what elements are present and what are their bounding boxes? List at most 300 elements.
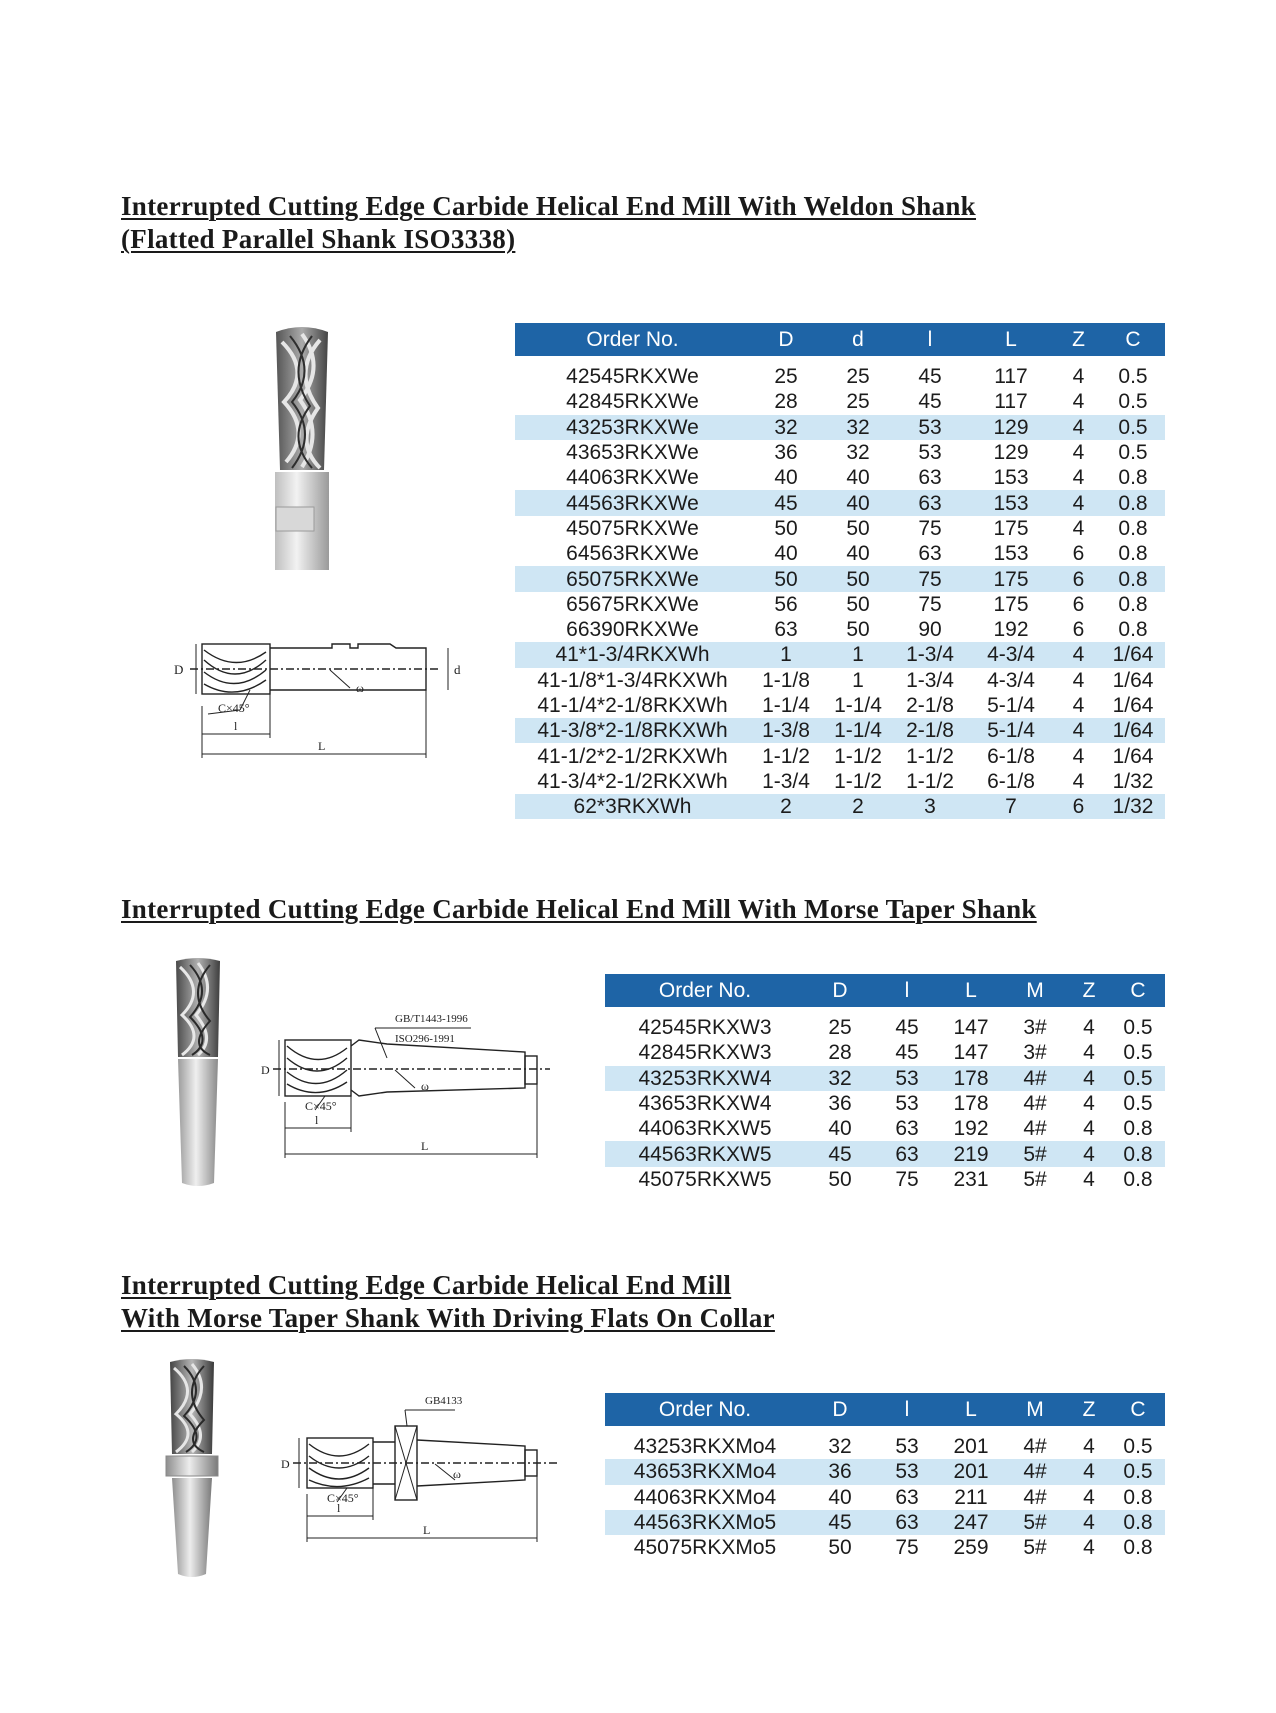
spec-cell: 0.8 <box>1118 592 1148 616</box>
spec-cell: 201 <box>939 1459 1003 1484</box>
table-row <box>605 1167 1165 1192</box>
spec-cell: 45 <box>895 1041 919 1065</box>
table-row <box>515 364 1165 389</box>
spec-cell: 63 <box>895 1117 919 1141</box>
spec-cell: 0.8 <box>1123 1117 1153 1141</box>
section-1-title-line-1: Interrupted Cutting Edge Carbide Helical End Mill With Weldon Shank <box>121 191 977 221</box>
spec-cell: 3 <box>894 794 966 819</box>
morse-taper-drawing <box>255 1000 555 1170</box>
driving-flats-drawing <box>255 1380 565 1550</box>
spec-cell: 0.5 <box>1123 1016 1153 1040</box>
table-header-row <box>515 323 1165 356</box>
spec-cell: 1-3/4 <box>762 769 810 793</box>
spec-cell: 53 <box>918 441 942 465</box>
table-row <box>515 668 1165 693</box>
table-header-row <box>605 974 1165 1007</box>
spec-cell: 2 <box>750 794 822 819</box>
spec-cell: 1-1/2 <box>834 744 882 768</box>
spec-cell: 247 <box>939 1510 1003 1535</box>
spec-cell: 63 <box>894 490 966 515</box>
table-row <box>605 1510 1165 1535</box>
spec-cell: 40 <box>828 1485 852 1509</box>
spec-cell: 1-1/2 <box>762 744 810 768</box>
driving-flats-spec-table <box>605 1393 1165 1560</box>
spec-cell: 50 <box>828 1536 852 1560</box>
col-header-L: L <box>966 323 1056 356</box>
spec-cell: 45 <box>918 365 942 389</box>
spec-cell: 36 <box>774 441 798 465</box>
spec-cell: 0.5 <box>1118 365 1148 389</box>
table-row <box>605 1116 1165 1141</box>
table-row <box>515 592 1165 617</box>
table-spacer-cell <box>605 1426 1165 1434</box>
collar-drawing-label-l: l <box>337 1501 341 1515</box>
table-row <box>515 794 1165 819</box>
order-no-cell: 43653RKXW4 <box>638 1092 772 1116</box>
spec-cell: 4# <box>1023 1092 1047 1116</box>
col-header-D: D <box>750 323 822 356</box>
spec-cell: 4 <box>1072 365 1085 389</box>
spec-cell: 1-1/4 <box>834 694 882 717</box>
spec-cell: 40 <box>846 466 870 490</box>
spec-cell: 4 <box>1072 744 1085 768</box>
spec-cell: 4 <box>1072 694 1085 717</box>
spec-cell: 40 <box>774 542 798 566</box>
spec-cell: 4 <box>1072 668 1085 692</box>
spec-cell: 63 <box>875 1510 939 1535</box>
spec-cell: 129 <box>966 415 1056 440</box>
weldon-drawing-label-l: l <box>234 719 238 733</box>
table-row <box>605 1091 1165 1116</box>
spec-cell: 28 <box>774 390 798 414</box>
spec-cell: 259 <box>953 1536 989 1560</box>
order-no-cell: 41-1/8*1-3/4RKXWh <box>537 668 728 692</box>
spec-cell: 5# <box>1023 1536 1047 1560</box>
col-header-Z: Z <box>1067 1393 1111 1426</box>
spec-cell: 56 <box>774 592 798 616</box>
spec-cell: 1-1/4 <box>822 718 894 743</box>
spec-cell: 178 <box>953 1092 989 1116</box>
spec-cell: 25 <box>828 1016 852 1040</box>
spec-cell: 0.8 <box>1118 542 1148 566</box>
spec-cell: 1-1/2 <box>834 769 882 793</box>
section-3-title-line-2: With Morse Taper Shank With Driving Flats On Collar <box>121 1303 775 1333</box>
order-no-cell: 62*3RKXWh <box>515 794 750 819</box>
table-row <box>515 541 1165 566</box>
order-no-cell: 43653RKXMo4 <box>605 1459 805 1484</box>
table-spacer-cell <box>515 356 1165 364</box>
order-no-cell: 43253RKXWe <box>515 415 750 440</box>
order-no-cell: 43653RKXWe <box>566 441 699 465</box>
collar-drawing-label-omega: ω <box>453 1467 461 1481</box>
spec-cell: 53 <box>895 1435 919 1459</box>
table-spacer-row <box>605 1426 1165 1434</box>
order-no-cell: 44063RKXW5 <box>638 1117 772 1141</box>
spec-cell: 153 <box>966 490 1056 515</box>
spec-cell: 6 <box>1072 592 1085 616</box>
collar-table-body <box>605 1426 1165 1560</box>
spec-cell: 1/64 <box>1112 744 1154 768</box>
morse-drawing-label-omega: ω <box>421 1079 429 1093</box>
spec-cell: 40 <box>846 542 870 566</box>
spec-cell: 32 <box>828 1435 852 1459</box>
spec-cell: 4# <box>1003 1066 1067 1091</box>
spec-cell: 0.8 <box>1118 618 1148 642</box>
table-row <box>515 490 1165 515</box>
spec-cell: 0.8 <box>1123 1485 1153 1509</box>
spec-cell: 32 <box>822 415 894 440</box>
spec-cell: 3# <box>1023 1016 1047 1040</box>
spec-cell: 4 <box>1056 718 1101 743</box>
table-row <box>605 1485 1165 1510</box>
spec-cell: 4 <box>1067 1141 1111 1166</box>
spec-cell: 4 <box>1083 1092 1095 1116</box>
spec-cell: 75 <box>895 1167 919 1191</box>
order-no-cell: 42545RKXW3 <box>638 1016 772 1040</box>
spec-cell: 1-1/8 <box>762 668 810 692</box>
col-header-D: D <box>805 974 875 1007</box>
weldon-spec-table <box>515 323 1165 819</box>
spec-cell: 0.8 <box>1111 1141 1165 1166</box>
col-header-d: d <box>822 323 894 356</box>
spec-cell: 1-3/4 <box>894 642 966 667</box>
spec-cell: 0.5 <box>1111 1066 1165 1091</box>
weldon-drawing-label-D: D <box>174 662 184 677</box>
spec-cell: 1-1/2 <box>906 744 954 768</box>
spec-cell: 36 <box>828 1092 852 1116</box>
table-row <box>605 1141 1165 1166</box>
spec-cell: 1/64 <box>1112 694 1154 717</box>
morse-taper-spec-table <box>605 974 1165 1192</box>
end-mill-driving-flats-photo <box>160 1358 224 1580</box>
spec-cell: 1-1/4 <box>762 694 810 717</box>
spec-cell: 0.8 <box>1101 566 1165 591</box>
order-no-cell: 66390RKXWe <box>566 618 699 642</box>
spec-cell: 1/64 <box>1101 718 1165 743</box>
spec-cell: 1/32 <box>1101 794 1165 819</box>
spec-cell: 45 <box>895 1016 919 1040</box>
section-2-title <box>121 893 1037 926</box>
spec-cell: 53 <box>875 1459 939 1484</box>
collar-drawing-label-L: L <box>423 1523 431 1537</box>
order-no-cell: 41-1/2*2-1/2RKXWh <box>537 744 728 768</box>
order-no-cell: 43253RKXW4 <box>605 1066 805 1091</box>
spec-cell: 4 <box>1072 516 1085 540</box>
spec-cell: 75 <box>894 566 966 591</box>
col-header-Z: Z <box>1067 974 1111 1007</box>
table-row <box>515 440 1165 465</box>
table-row <box>515 415 1165 440</box>
spec-cell: 75 <box>918 516 942 540</box>
spec-cell: 6-1/8 <box>987 769 1035 793</box>
col-header-order-no: Order No. <box>605 974 805 1007</box>
spec-cell: 153 <box>993 466 1029 490</box>
table-row <box>515 718 1165 743</box>
table-row <box>605 1459 1165 1484</box>
order-no-cell: 44063RKXWe <box>566 466 699 490</box>
spec-cell: 6 <box>1072 618 1085 642</box>
spec-cell: 25 <box>774 365 798 389</box>
section-2-title-line-1: Interrupted Cutting Edge Carbide Helical End Mill With Morse Taper Shank <box>121 894 1037 924</box>
spec-cell: 50 <box>822 566 894 591</box>
spec-cell: 3# <box>1023 1041 1047 1065</box>
spec-cell: 7 <box>966 794 1056 819</box>
spec-cell: 4 <box>1072 441 1085 465</box>
spec-cell: 175 <box>993 592 1029 616</box>
spec-cell: 53 <box>894 415 966 440</box>
morse-drawing-label-D: D <box>261 1063 270 1077</box>
col-header-C: C <box>1111 1393 1165 1426</box>
order-no-cell: 45075RKXMo5 <box>633 1536 777 1560</box>
spec-cell: 175 <box>993 516 1029 540</box>
order-no-cell: 45075RKXWe <box>566 516 699 540</box>
order-no-cell: 41-1/4*2-1/8RKXWh <box>537 694 728 717</box>
spec-cell: 4 <box>1083 1041 1095 1065</box>
weldon-shank-drawing <box>160 630 480 770</box>
order-no-cell: 41-3/8*2-1/8RKXWh <box>515 718 750 743</box>
spec-cell: 147 <box>953 1041 989 1065</box>
morse-drawing-label-standard-1: GB/T1443-1996 <box>395 1013 468 1025</box>
spec-cell: 231 <box>953 1167 989 1191</box>
spec-cell: 50 <box>828 1167 852 1191</box>
table-row <box>605 1066 1165 1091</box>
spec-cell: 53 <box>875 1066 939 1091</box>
spec-cell: 4-3/4 <box>966 642 1056 667</box>
spec-cell: 147 <box>953 1016 989 1040</box>
spec-cell: 0.8 <box>1123 1167 1153 1191</box>
spec-cell: 40 <box>774 466 798 490</box>
spec-cell: 90 <box>918 618 942 642</box>
spec-cell: 4 <box>1072 466 1085 490</box>
weldon-table-body <box>515 356 1165 819</box>
table-row <box>515 642 1165 667</box>
section-3-title-line-1: Interrupted Cutting Edge Carbide Helical End Mill <box>121 1270 732 1300</box>
morse-table-body <box>605 1007 1165 1192</box>
weldon-drawing-label-chamfer: C×45° <box>218 701 250 715</box>
spec-cell: 0.5 <box>1123 1092 1153 1116</box>
table-row <box>515 769 1165 794</box>
spec-cell: 50 <box>846 618 870 642</box>
spec-cell: 1/64 <box>1112 668 1154 692</box>
end-mill-morse-taper-photo <box>170 957 228 1189</box>
morse-drawing-label-l: l <box>315 1113 319 1127</box>
spec-cell: 4 <box>1083 1117 1095 1141</box>
weldon-drawing-label-d: d <box>454 662 461 677</box>
order-no-cell: 42845RKXW3 <box>638 1041 772 1065</box>
spec-cell: 5# <box>1023 1167 1047 1191</box>
spec-cell: 40 <box>828 1117 852 1141</box>
col-header-D: D <box>805 1393 875 1426</box>
spec-cell: 53 <box>895 1092 919 1116</box>
spec-cell: 0.5 <box>1118 390 1148 414</box>
spec-cell: 2 <box>822 794 894 819</box>
spec-cell: 4# <box>1023 1117 1047 1141</box>
spec-cell: 50 <box>846 592 870 616</box>
spec-cell: 0.5 <box>1123 1435 1153 1459</box>
spec-cell: 75 <box>895 1536 919 1560</box>
spec-cell: 63 <box>774 618 798 642</box>
spec-cell: 5-1/4 <box>966 718 1056 743</box>
table-row <box>605 1040 1165 1065</box>
spec-cell: 219 <box>939 1141 1003 1166</box>
spec-cell: 192 <box>993 618 1029 642</box>
spec-cell: 75 <box>918 592 942 616</box>
col-header-M: M <box>1003 1393 1067 1426</box>
table-row <box>605 1535 1165 1560</box>
spec-cell: 63 <box>918 542 942 566</box>
spec-cell: 45 <box>750 490 822 515</box>
spec-cell: 50 <box>750 566 822 591</box>
spec-cell: 45 <box>805 1141 875 1166</box>
spec-cell: 4 <box>1067 1066 1111 1091</box>
order-no-cell: 44563RKXW5 <box>605 1141 805 1166</box>
spec-cell: 4# <box>1023 1485 1047 1509</box>
spec-cell: 6 <box>1072 542 1085 566</box>
spec-cell: 36 <box>805 1459 875 1484</box>
spec-cell: 4 <box>1056 642 1101 667</box>
table-row <box>515 693 1165 718</box>
table-spacer-row <box>605 1007 1165 1015</box>
spec-cell: 45 <box>805 1510 875 1535</box>
spec-cell: 1-1/2 <box>906 769 954 793</box>
spec-cell: 4 <box>1083 1536 1095 1560</box>
col-header-L: L <box>939 1393 1003 1426</box>
spec-cell: 4 <box>1067 1510 1111 1535</box>
order-no-cell: 42845RKXWe <box>566 390 699 414</box>
col-header-L: L <box>939 974 1003 1007</box>
section-3-title <box>121 1269 775 1335</box>
collar-drawing-label-standard: GB4133 <box>425 1395 463 1407</box>
order-no-cell: 42545RKXWe <box>566 365 699 389</box>
spec-cell: 4 <box>1083 1167 1095 1191</box>
order-no-cell: 41*1-3/4RKXWh <box>515 642 750 667</box>
col-header-Z: Z <box>1056 323 1101 356</box>
spec-cell: 129 <box>993 441 1029 465</box>
order-no-cell: 45075RKXW5 <box>638 1167 772 1191</box>
morse-drawing-label-L: L <box>421 1139 429 1153</box>
collar-drawing-label-chamfer: C×45° <box>327 1491 359 1505</box>
order-no-cell: 44563RKXMo5 <box>605 1510 805 1535</box>
table-spacer-cell <box>605 1007 1165 1015</box>
col-header-l: l <box>875 974 939 1007</box>
col-header-l: l <box>894 323 966 356</box>
col-header-l: l <box>875 1393 939 1426</box>
spec-cell: 117 <box>994 365 1028 389</box>
spec-cell: 6 <box>1056 566 1101 591</box>
spec-cell: 2-1/8 <box>906 694 954 717</box>
spec-cell: 4 <box>1056 415 1101 440</box>
order-no-cell: 44063RKXMo4 <box>633 1485 777 1509</box>
spec-cell: 4 <box>1056 490 1101 515</box>
order-no-cell: 41-3/4*2-1/2RKXWh <box>537 769 728 793</box>
spec-cell: 4 <box>1083 1016 1095 1040</box>
spec-cell: 2-1/8 <box>894 718 966 743</box>
spec-cell: 4# <box>1023 1435 1047 1459</box>
collar-drawing-label-D: D <box>281 1457 290 1471</box>
spec-cell: 5# <box>1003 1510 1067 1535</box>
spec-cell: 201 <box>953 1435 989 1459</box>
spec-cell: 1 <box>822 642 894 667</box>
spec-cell: 4 <box>1083 1485 1095 1509</box>
end-mill-weldon-photo <box>262 322 340 572</box>
table-row <box>605 1434 1165 1459</box>
spec-cell: 0.8 <box>1101 490 1165 515</box>
spec-cell: 211 <box>954 1485 988 1509</box>
section-1-title <box>121 190 976 256</box>
section-1-title-line-2: (Flatted Parallel Shank ISO3338) <box>121 224 516 254</box>
table-row <box>515 743 1165 768</box>
spec-cell: 63 <box>875 1141 939 1166</box>
spec-cell: 153 <box>993 542 1029 566</box>
table-row <box>515 516 1165 541</box>
spec-cell: 63 <box>895 1485 919 1509</box>
spec-cell: 6-1/8 <box>987 744 1035 768</box>
spec-cell: 32 <box>846 441 870 465</box>
spec-cell: 4 <box>1083 1435 1095 1459</box>
col-header-C: C <box>1101 323 1165 356</box>
spec-cell: 117 <box>994 390 1028 414</box>
spec-cell: 0.8 <box>1118 466 1148 490</box>
spec-cell: 4 <box>1067 1459 1111 1484</box>
table-spacer-row <box>515 356 1165 364</box>
table-header-row <box>605 1393 1165 1426</box>
spec-cell: 25 <box>846 390 870 414</box>
spec-cell: 6 <box>1056 794 1101 819</box>
table-row <box>605 1015 1165 1040</box>
order-no-cell: 43253RKXMo4 <box>633 1435 777 1459</box>
col-header-C: C <box>1111 974 1165 1007</box>
spec-cell: 4 <box>1072 769 1085 793</box>
spec-cell: 50 <box>774 516 798 540</box>
spec-cell: 0.8 <box>1118 516 1148 540</box>
spec-cell: 0.5 <box>1118 441 1148 465</box>
spec-cell: 1/32 <box>1112 769 1154 793</box>
spec-cell: 5-1/4 <box>987 694 1035 717</box>
table-row <box>515 566 1165 591</box>
spec-cell: 0.5 <box>1111 1459 1165 1484</box>
spec-cell: 32 <box>750 415 822 440</box>
col-header-order-no: Order No. <box>515 323 750 356</box>
spec-cell: 50 <box>846 516 870 540</box>
spec-cell: 0.8 <box>1111 1510 1165 1535</box>
spec-cell: 25 <box>846 365 870 389</box>
table-row <box>515 389 1165 414</box>
spec-cell: 1 <box>852 668 864 692</box>
table-row <box>515 617 1165 642</box>
spec-cell: 192 <box>953 1117 989 1141</box>
spec-cell: 40 <box>822 490 894 515</box>
spec-cell: 1-3/4 <box>906 668 954 692</box>
spec-cell: 32 <box>805 1066 875 1091</box>
weldon-drawing-label-L: L <box>318 739 326 753</box>
morse-drawing-label-chamfer: C×45° <box>305 1099 337 1113</box>
morse-drawing-label-standard-2: ISO296-1991 <box>395 1033 455 1045</box>
spec-cell: 0.5 <box>1101 415 1165 440</box>
spec-cell: 63 <box>918 466 942 490</box>
spec-cell: 0.5 <box>1123 1041 1153 1065</box>
spec-cell: 175 <box>966 566 1056 591</box>
order-no-cell: 65075RKXWe <box>515 566 750 591</box>
spec-cell: 1/64 <box>1101 642 1165 667</box>
spec-cell: 5# <box>1003 1141 1067 1166</box>
spec-cell: 45 <box>918 390 942 414</box>
table-row <box>515 465 1165 490</box>
spec-cell: 4# <box>1003 1459 1067 1484</box>
spec-cell: 178 <box>939 1066 1003 1091</box>
order-no-cell: 64563RKXWe <box>566 542 699 566</box>
order-no-cell: 44563RKXWe <box>515 490 750 515</box>
spec-cell: 4 <box>1072 390 1085 414</box>
